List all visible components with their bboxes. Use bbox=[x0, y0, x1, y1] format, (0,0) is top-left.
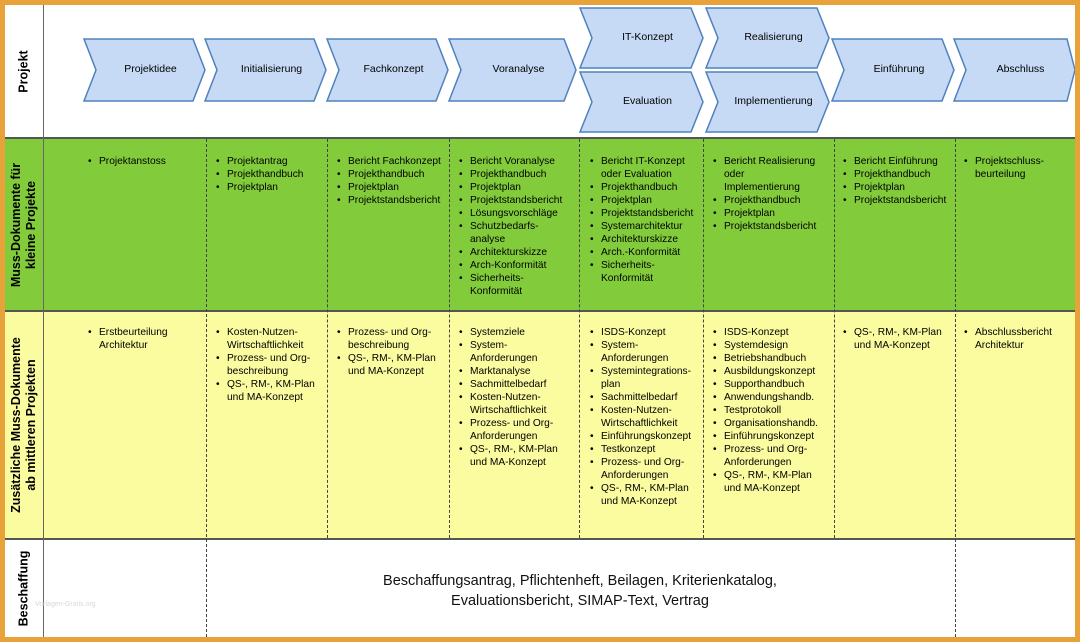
cell-mittel-col1 bbox=[87, 326, 205, 352]
phase-label-abschluss: Abschluss bbox=[996, 63, 1045, 75]
list-item: • Projektplan bbox=[227, 181, 327, 194]
cell-mittel-col3 bbox=[336, 326, 449, 378]
list-item: • Kosten-Nutzen- Wirtschaftlichkeit bbox=[227, 326, 327, 352]
list-item: • Systemintegrations- plan bbox=[601, 365, 703, 391]
cell-mittel-col7 bbox=[842, 326, 955, 352]
cell-mittel-col2 bbox=[215, 326, 327, 404]
column-divider-6 bbox=[834, 139, 835, 538]
list-item: • Projektplan bbox=[724, 207, 834, 220]
list-item: • QS-, RM-, KM-Plan und MA-Konzept bbox=[601, 482, 703, 508]
list-item: • Sicherheits- Konformität bbox=[601, 259, 703, 285]
list-item: • Sachmittelbedarf bbox=[470, 378, 579, 391]
column-divider-2 bbox=[327, 139, 328, 538]
phase-label-fachkonzept: Fachkonzept bbox=[363, 63, 424, 75]
list-item: • Erstbeurteilung Architektur bbox=[99, 326, 205, 352]
list-item: • Sachmittelbedarf bbox=[601, 391, 703, 404]
document-list bbox=[215, 155, 327, 194]
cell-mittel-col5 bbox=[589, 326, 703, 508]
list-item: • ISDS-Konzept bbox=[601, 326, 703, 339]
list-item: • Architekturskizze bbox=[470, 246, 579, 259]
list-item: • Kosten-Nutzen- Wirtschaftlichkeit bbox=[601, 404, 703, 430]
list-item: • Projektschluss- beurteilung bbox=[975, 155, 1075, 181]
list-item: • Testkonzept bbox=[601, 443, 703, 456]
cell-klein-col6 bbox=[712, 155, 834, 233]
column-divider-4 bbox=[579, 139, 580, 538]
beschaffung-line2: Evaluationsbericht, SIMAP-Text, Vertrag bbox=[451, 593, 709, 609]
row-label-beschaffung bbox=[5, 540, 43, 637]
list-item: • Schutzbedarfs- analyse bbox=[470, 220, 579, 246]
list-item: • Projektstandsbericht bbox=[854, 194, 955, 207]
list-item: • System- Anforderungen bbox=[470, 339, 579, 365]
list-item: • Architekturskizze bbox=[601, 233, 703, 246]
list-item: • Einführungskonzept bbox=[724, 430, 834, 443]
list-item: • Kosten-Nutzen- Wirtschaftlichkeit bbox=[470, 391, 579, 417]
document-list bbox=[336, 326, 449, 378]
phase-label-einfuehrung: Einführung bbox=[873, 63, 925, 75]
cell-klein-col4 bbox=[458, 155, 579, 298]
phase-label-evaluation: Evaluation bbox=[622, 95, 673, 107]
cell-klein-col7 bbox=[842, 155, 955, 207]
document-list bbox=[215, 326, 327, 404]
list-item: • Projektstandsbericht bbox=[348, 194, 449, 207]
column-divider-1 bbox=[206, 139, 207, 637]
column-divider-5 bbox=[703, 139, 704, 538]
list-item: • Projekthandbuch bbox=[854, 168, 955, 181]
document-list bbox=[87, 326, 205, 352]
list-item: • Marktanalyse bbox=[470, 365, 579, 378]
column-divider-7 bbox=[955, 139, 956, 637]
document-list bbox=[589, 155, 703, 285]
row-label-mittel-line2: ab mittleren Projekten bbox=[24, 359, 39, 491]
list-item: • Projektstandsbericht bbox=[601, 207, 703, 220]
document-list bbox=[458, 155, 579, 298]
list-item: • Organisationshandb. bbox=[724, 417, 834, 430]
document-list bbox=[589, 326, 703, 508]
list-item: • Ausbildungskonzept bbox=[724, 365, 834, 378]
document-list bbox=[87, 155, 205, 168]
list-item: • Projekthandbuch bbox=[348, 168, 449, 181]
list-item: • Prozess- und Org- Anforderungen bbox=[601, 456, 703, 482]
document-list bbox=[458, 326, 579, 469]
list-item: • QS-, RM-, KM-Plan und MA-Konzept bbox=[470, 443, 579, 469]
phase-label-projektidee: Projektidee bbox=[124, 63, 177, 75]
list-item: • Projektplan bbox=[601, 194, 703, 207]
list-item: • Projekthandbuch bbox=[227, 168, 327, 181]
list-item: • Projekthandbuch bbox=[601, 181, 703, 194]
list-item: • Sicherheits- Konformität bbox=[470, 272, 579, 298]
cell-klein-col2 bbox=[215, 155, 327, 194]
row-label-kleine-projekte bbox=[5, 139, 43, 310]
phase-label-realisierung: Realisierung bbox=[744, 31, 803, 43]
list-item: • QS-, RM-, KM-Plan und MA-Konzept bbox=[724, 469, 834, 495]
beschaffung-line1: Beschaffungsantrag, Pflichtenheft, Beilagen, Kriterienkatalog, bbox=[383, 573, 777, 589]
list-item: • Projektstandsbericht bbox=[470, 194, 579, 207]
cell-mittel-col6 bbox=[712, 326, 834, 495]
list-item: • QS-, RM-, KM-Plan und MA-Konzept bbox=[854, 326, 955, 352]
list-item: • Arch-Konformität bbox=[470, 259, 579, 272]
document-list bbox=[336, 155, 449, 207]
cell-klein-col8 bbox=[963, 155, 1075, 181]
list-item: • QS-, RM-, KM-Plan und MA-Konzept bbox=[348, 352, 449, 378]
cell-mittel-col8 bbox=[963, 326, 1075, 352]
row-label-klein-line2: kleine Projekte bbox=[24, 180, 39, 269]
watermark: Vorlagen-Gratis.org bbox=[35, 601, 96, 608]
process-diagram bbox=[5, 5, 1075, 637]
phase-label-implementierung: Implementierung bbox=[734, 95, 813, 107]
list-item: • ISDS-Konzept bbox=[724, 326, 834, 339]
list-item: • Prozess- und Org- Anforderungen bbox=[724, 443, 834, 469]
list-item: • Bericht Voranalyse bbox=[470, 155, 579, 168]
list-item: • Projektantrag bbox=[227, 155, 327, 168]
document-list bbox=[842, 326, 955, 352]
cell-klein-col1 bbox=[87, 155, 205, 168]
list-item: • Bericht Fachkonzept bbox=[348, 155, 449, 168]
list-item: • Abschlussbericht Architektur bbox=[975, 326, 1075, 352]
phase-label-initialisierung: Initialisierung bbox=[240, 63, 303, 75]
list-item: • Testprotokoll bbox=[724, 404, 834, 417]
cell-klein-col3 bbox=[336, 155, 449, 207]
document-list bbox=[842, 155, 955, 207]
list-item: • Lösungsvorschläge bbox=[470, 207, 579, 220]
document-list bbox=[963, 155, 1075, 181]
phase-label-it-konzept: IT-Konzept bbox=[622, 31, 673, 43]
column-divider-3 bbox=[449, 139, 450, 538]
list-item: • Systemziele bbox=[470, 326, 579, 339]
beschaffung-documents bbox=[205, 571, 955, 611]
row-label-klein-line1: Muss-Dokumente für bbox=[9, 162, 24, 287]
list-item: • Bericht IT-Konzept oder Evaluation bbox=[601, 155, 703, 181]
list-item: • Systemdesign bbox=[724, 339, 834, 352]
list-item: • Betriebshandbuch bbox=[724, 352, 834, 365]
list-item: • Systemarchitektur bbox=[601, 220, 703, 233]
list-item: • Anwendungshandb. bbox=[724, 391, 834, 404]
list-item: • QS-, RM-, KM-Plan und MA-Konzept bbox=[227, 378, 327, 404]
document-list bbox=[712, 155, 834, 233]
list-item: • Projektplan bbox=[348, 181, 449, 194]
list-item: • Arch.-Konformität bbox=[601, 246, 703, 259]
list-item: • Supporthandbuch bbox=[724, 378, 834, 391]
document-list bbox=[712, 326, 834, 495]
list-item: • Projekthandbuch bbox=[724, 194, 834, 207]
list-item: • System- Anforderungen bbox=[601, 339, 703, 365]
row-label-projekt-text: Projekt bbox=[16, 49, 31, 93]
phase-label-voranalyse: Voranalyse bbox=[492, 63, 545, 75]
row-label-beschaffung-text: Beschaffung bbox=[16, 550, 31, 627]
document-list bbox=[963, 326, 1075, 352]
list-item: • Bericht Realisierung oder Implementierung bbox=[724, 155, 834, 194]
list-item: • Bericht Einführung bbox=[854, 155, 955, 168]
cell-klein-col5 bbox=[589, 155, 703, 285]
row-label-mittel-line1: Zusätzliche Muss-Dokumente bbox=[9, 337, 24, 513]
list-item: • Einführungskonzept bbox=[601, 430, 703, 443]
list-item: • Projekthandbuch bbox=[470, 168, 579, 181]
cell-mittel-col4 bbox=[458, 326, 579, 469]
list-item: • Projektanstoss bbox=[99, 155, 205, 168]
list-item: • Projektstandsbericht bbox=[724, 220, 834, 233]
list-item: • Projektplan bbox=[470, 181, 579, 194]
list-item: • Prozess- und Org- Anforderungen bbox=[470, 417, 579, 443]
list-item: • Projektplan bbox=[854, 181, 955, 194]
list-item: • Prozess- und Org- beschreibung bbox=[348, 326, 449, 352]
row-label-mittlere-projekte bbox=[5, 312, 43, 538]
list-item: • Prozess- und Org- beschreibung bbox=[227, 352, 327, 378]
